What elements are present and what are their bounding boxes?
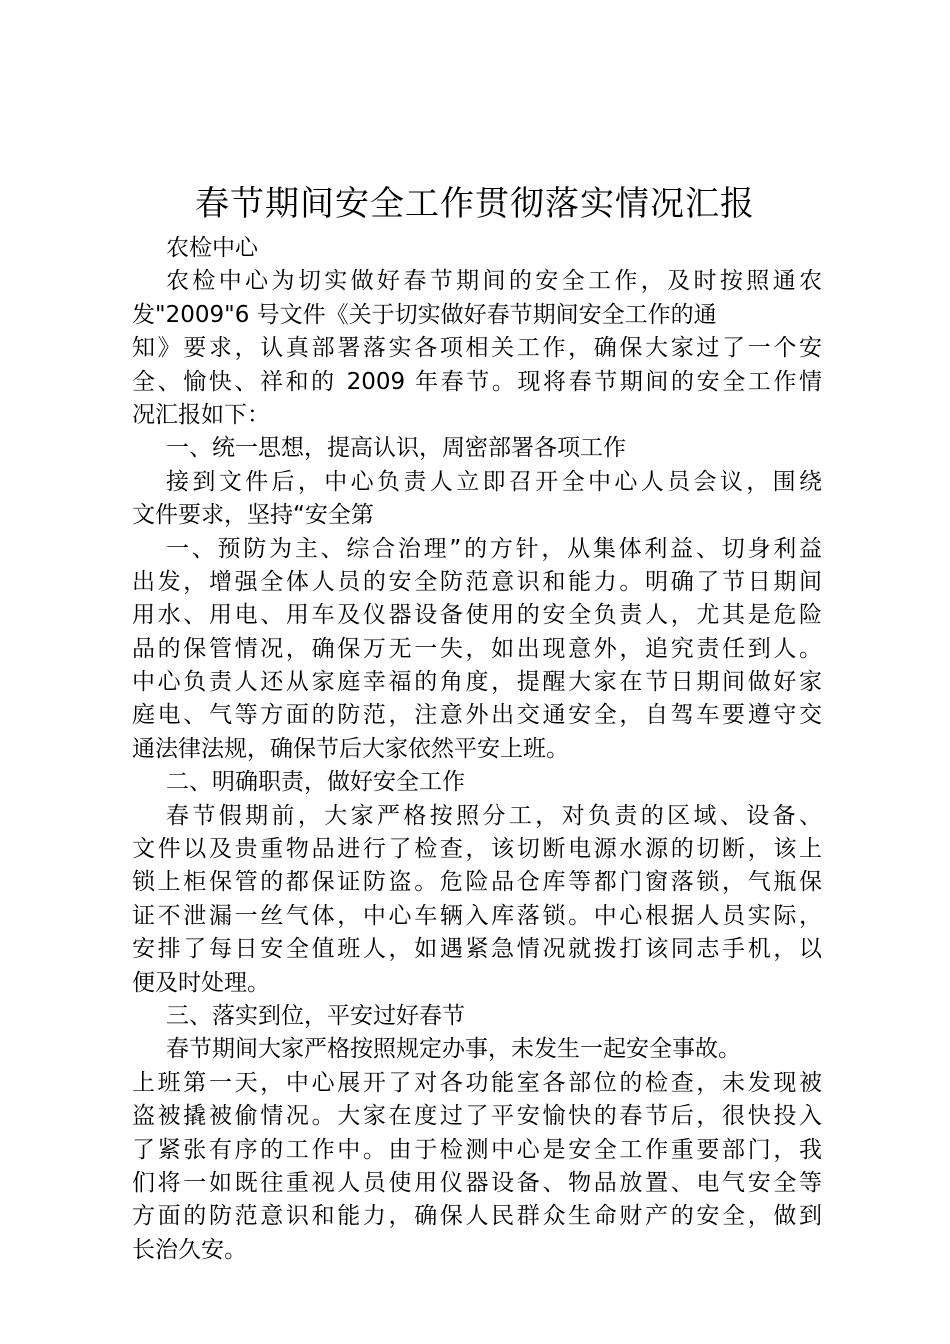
document-body [132, 232, 822, 1267]
text-line: 春节期间大家严格按照规定办事，未发生一起安全事故。 [166, 1036, 741, 1063]
text-line: 用水、用电、用车及仪器设备使用的安全负责人，尤其是危险 [132, 602, 822, 629]
text-line: 二、明确职责，做好安全工作 [166, 769, 465, 796]
text-line: 们将一如既往重视人员使用仪器设备、物品放置、电气安全等 [132, 1169, 822, 1196]
document-title: 春节期间安全工作贯彻落实情况汇报 [195, 184, 755, 224]
text-line: 农检中心 [166, 235, 258, 261]
text-line: 上班第一天，中心展开了对各功能室各部位的检查，未发现被 [132, 1069, 822, 1096]
text-line: 锁上柜保管的都保证防盗。危险品仓库等都门窗落锁，气瓶保 [132, 869, 822, 896]
text-line: 了紧张有序的工作中。由于检测中心是安全工作重要部门，我 [132, 1136, 822, 1163]
text-line: 农检中心为切实做好春节期间的安全工作，及时按照通农 [166, 268, 822, 295]
text-line: 况汇报如下： [132, 401, 270, 428]
text-line: 中心负责人还从家庭幸福的角度，提醒大家在节日期间做好家 [132, 669, 822, 696]
text-line: 文件要求，坚持“安全第 [132, 502, 374, 529]
text-line: 长治久安。 [132, 1236, 247, 1263]
text-line: 盗被撬被偷情况。大家在度过了平安愉快的春节后，很快投入 [132, 1103, 822, 1130]
text-line: 三、落实到位，平安过好春节 [166, 1002, 465, 1029]
text-line: 出发，增强全体人员的安全防范意识和能力。明确了节日期间 [132, 568, 822, 595]
text-line: 安排了每日安全值班人，如遇紧急情况就拨打该同志手机，以 [132, 936, 822, 963]
text-line: 一、预防为主、综合治理”的方针，从集体利益、切身利益 [166, 535, 822, 562]
text-line: 接到文件后，中心负责人立即召开全中心人员会议，围绕 [166, 468, 822, 495]
text-line: 证不泄漏一丝气体，中心车辆入库落锁。中心根据人员实际， [132, 902, 822, 929]
text-line: 方面的防范意识和能力，确保人民群众生命财产的安全，做到 [132, 1203, 822, 1230]
text-line: 品的保管情况，确保万无一失，如出现意外，追究责任到人。 [132, 635, 822, 662]
text-line: 春节假期前，大家严格按照分工，对负责的区域、设备、 [166, 802, 822, 829]
text-line: 文件以及贵重物品进行了检查，该切断电源水源的切断，该上 [132, 836, 822, 863]
text-line: 庭电、气等方面的防范，注意外出交通安全，自驾车要遵守交 [132, 702, 822, 729]
text-line: 通法律法规，确保节后大家依然平安上班。 [132, 735, 569, 762]
text-line: 知》要求，认真部署落实各项相关工作，确保大家过了一个安 [132, 335, 822, 362]
text-line: 全、愉快、祥和的 2009 年春节。现将春节期间的安全工作情 [132, 368, 822, 395]
text-line: 便及时处理。 [132, 969, 270, 996]
text-line: 一、统一思想，提高认识，周密部署各项工作 [166, 435, 626, 462]
text-line: 发"2009"6 号文件《关于切实做好春节期间安全工作的通 [132, 301, 717, 328]
